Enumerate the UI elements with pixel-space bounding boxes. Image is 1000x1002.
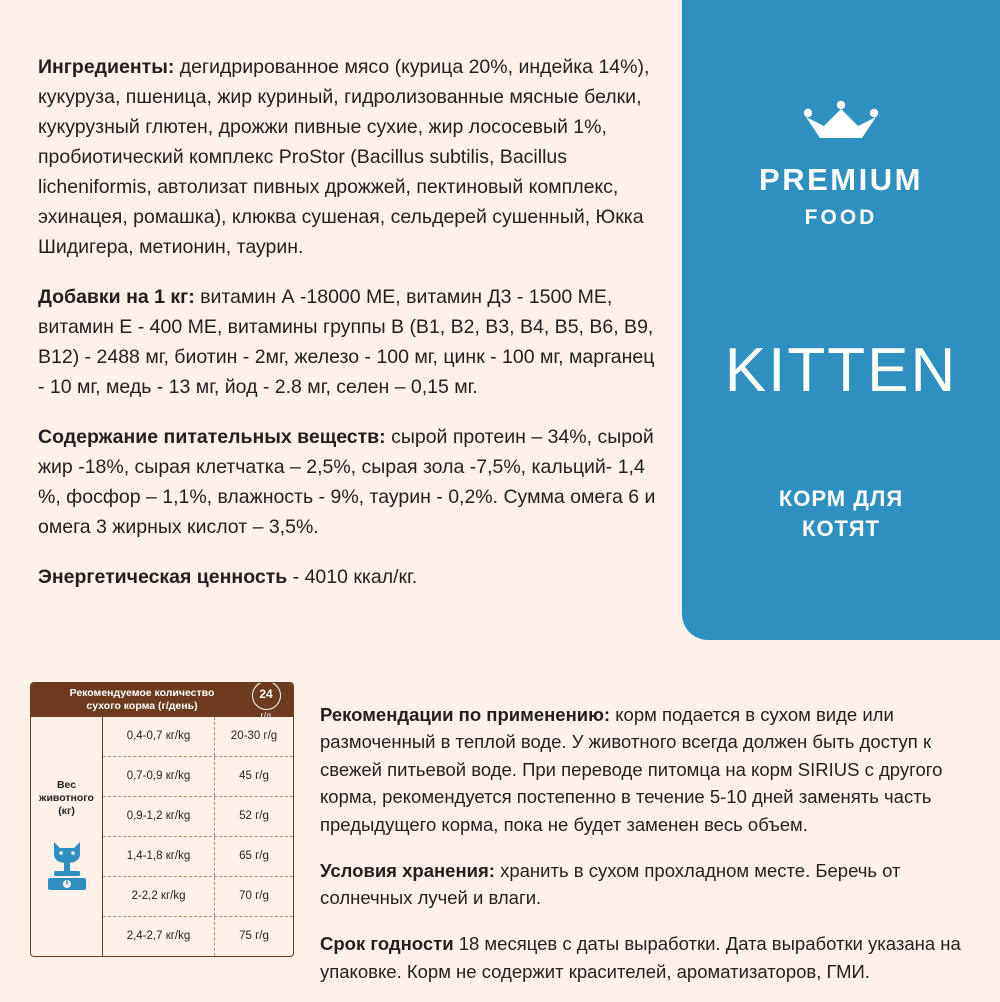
feeding-badge-value: 24	[252, 682, 281, 710]
feeding-table-rows	[103, 717, 293, 956]
product-subtitle-line1: КОРМ ДЛЯ	[778, 486, 904, 511]
energy-paragraph	[38, 562, 656, 592]
weight-label-line3: (кг)	[58, 805, 75, 817]
product-subtitle	[682, 484, 1000, 544]
energy-heading: Энергетическая ценность	[38, 565, 288, 588]
crown-icon	[682, 100, 1000, 142]
premium-badge-panel	[682, 0, 1000, 640]
row-weight: 2-2,2 кг/kg	[103, 877, 215, 916]
feeding-table-header	[31, 683, 293, 720]
feeding-table-title	[39, 687, 245, 713]
feeding-table-body	[31, 717, 293, 956]
premium-label: PREMIUM	[759, 162, 923, 197]
row-weight: 0,4-0,7 кг/kg	[103, 717, 215, 756]
usage-paragraph	[320, 701, 980, 839]
weight-label-line2: животного	[39, 792, 94, 804]
feeding-table-weight-column	[31, 717, 103, 956]
row-weight: 0,7-0,9 кг/kg	[103, 757, 215, 796]
shelf-life-heading: Срок годности	[320, 933, 454, 954]
ingredients-heading: Ингредиенты:	[38, 55, 175, 78]
row-amount: 45 г/g	[239, 770, 269, 782]
ingredients-panel	[38, 32, 656, 592]
table-row	[103, 717, 293, 757]
nutrition-text: сырой протеин – 34%, сырой жир -18%, сырая клетчатка – 2,5%, сырая зола -7,5%, кальций- 1,4 %, фосфор – 1,1%, влажность - 9%, таурин - 0,2%. Сумма омега 6 и омега 3 жирных кислот – 3,5%.	[38, 425, 656, 538]
row-weight: 1,4-1,8 кг/kg	[103, 837, 215, 876]
cat-on-scale-icon	[31, 832, 102, 899]
table-row	[103, 797, 293, 837]
table-row	[103, 917, 293, 956]
feeding-badge-label: r/g	[260, 710, 272, 720]
product-name: KITTEN	[724, 336, 958, 405]
row-weight: 2,4-2,7 кг/kg	[103, 917, 215, 956]
feeding-table	[30, 682, 294, 957]
row-amount: 20-30 г/g	[230, 730, 278, 742]
additives-text: витамин А -18000 МЕ, витамин Д3 - 1500 МЕ, витамин Е - 400 МЕ, витамины группы В (В1, В2, В3, В4, В5, В6, В9, В12) - 2488 мг, биотин - 2мг, железо - 100 мг, цинк - 100 мг, марганец - 10 мг, медь - 13 мг, йод - 2.8 мг, селен – 0,15 мг.	[38, 285, 655, 398]
nutrition-heading: Содержание питательных веществ:	[38, 425, 386, 448]
storage-paragraph	[320, 857, 980, 912]
storage-heading: Условия хранения:	[320, 859, 495, 881]
feeding-table-title-line2: сухого корма (г/день)	[86, 700, 198, 712]
feeding-table-title-line1: Рекомендуемое количество	[69, 687, 215, 699]
row-amount: 75 г/g	[239, 930, 269, 942]
table-row	[103, 837, 293, 877]
energy-text: - 4010 ккал/кг.	[287, 565, 418, 588]
row-weight: 0,9-1,2 кг/kg	[103, 797, 215, 836]
usage-heading: Рекомендации по применению:	[320, 703, 611, 725]
row-amount: 65 г/g	[239, 850, 269, 862]
shelf-life-paragraph	[320, 930, 980, 985]
additives-paragraph	[38, 282, 656, 402]
nutrition-paragraph	[38, 422, 656, 542]
usage-panel	[320, 682, 980, 1002]
storage-text: хранить в сухом прохладном месте. Беречь от солнечных лучей и влаги.	[320, 859, 901, 908]
usage-text: корм подается в сухом виде или размоченный в теплой воде. У животного всегда должен быть доступ к свежей питьевой воде. При переводе питомца на корм SIRIUS с другого корма, рекомендуется постепенно в течение 5-10 дней заменять часть предыдущего корма, пока не будет заменен весь объем.	[320, 703, 943, 835]
weight-label-line1: Вес	[56, 779, 77, 791]
table-row	[103, 757, 293, 797]
feeding-badge	[245, 682, 287, 720]
row-amount: 52 г/g	[239, 810, 269, 822]
product-subtitle-line2: КОТЯТ	[802, 516, 880, 541]
table-row	[103, 877, 293, 917]
additives-heading: Добавки на 1 кг:	[38, 285, 195, 308]
ingredients-text: дегидрированное мясо (курица 20%, индейка 14%), кукуруза, пшеница, жир куриный, гидролизованные мясные белки, кукурузный глютен, дрожжи пивные сухие, жир лососевый 1%, пробиотический комплекс ProStor (Bacillus subtilis, Bacillus licheniformis, автолизат пивных дрожжей, пектиновый комплекс, эхинацея, ромашка), клюква сушеная, сельдерей сушенный, Юкка Шидигера, метионин, таурин.	[38, 55, 650, 258]
row-amount: 70 г/g	[239, 890, 269, 902]
weight-label	[31, 779, 102, 818]
food-label: FOOD	[804, 206, 878, 229]
ingredients-paragraph	[38, 52, 656, 262]
shelf-life-text: 18 месяцев с даты выработки. Дата выработки указана на упаковке. Корм не содержит красителей, ароматизаторов, ГМИ.	[320, 933, 961, 982]
